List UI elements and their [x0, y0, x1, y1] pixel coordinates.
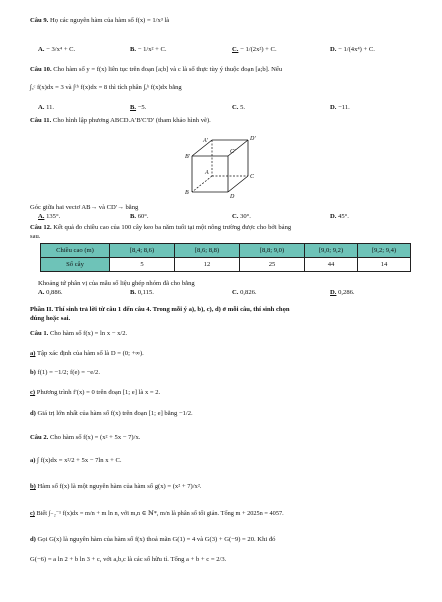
q10-option-b: [130, 104, 146, 112]
p2-c1-c-text: Phương trình f′(x) = 0 trên đoạn [1; e] là x = 2.: [36, 389, 161, 396]
p2-c2-label: Câu 2.: [30, 434, 49, 441]
q9-c-text: − 1/(2x²) + C.: [240, 46, 277, 53]
p2-c2-b: [30, 483, 201, 491]
q11-text: Cho hình lập phương ABCD.A′B′C′D′ (tham khảo hình vẽ).: [52, 117, 211, 124]
p2-c1-b: [30, 369, 100, 377]
q11-a-text: 135°.: [46, 213, 61, 220]
q10-label: Câu 10.: [30, 66, 52, 73]
q11-question: Góc giữa hai vectơ AB→ và CD′→ bằng: [30, 204, 139, 211]
q12-c-letter: C.: [232, 289, 239, 296]
p2-c2-c-text: Biết ∫₋₂⁻¹ f(x)dx = m/n + m ln n, với m,n ∈ ℕ*, m/n là phân số tối giản. Tổng m + 2025n = 4057.: [36, 510, 284, 517]
q12-stem: [30, 224, 291, 232]
cube-edge-cd: [228, 176, 248, 192]
q11-b-text: 60°.: [137, 213, 149, 220]
q10-line1: Cho hàm số y = f(x) liên tục trên đoạn [a;b] và c là số thực tùy ý thuộc đoạn [a;b]. Nếu: [53, 66, 283, 73]
label-ap: A′: [203, 138, 208, 144]
q12-b-text: 0,115.: [137, 289, 154, 296]
q12-line1: Kết quả đo chiều cao của 100 cây keo ba năm tuổi tại một nông trường được cho bởi bảng: [53, 224, 292, 231]
q9-d-text: − 1/(4x⁴) + C.: [338, 46, 375, 53]
q12-option-b: [130, 289, 154, 297]
q10-line2: ∫ₐᶜ f(x)dx = 3 và ∫ᶜᵇ f(x)dx = 8 thì tích phân ∫ₐᵇ f(x)dx bằng: [30, 84, 182, 91]
height-table: [40, 243, 411, 272]
q12-d-letter: D.: [330, 289, 337, 296]
q12-line2: sau.: [30, 233, 41, 240]
p2-c1-stem: [30, 330, 127, 338]
p2-c2-d-key: d): [30, 536, 36, 543]
q9-b-letter: B.: [130, 46, 137, 53]
q10-option-a: [38, 104, 54, 112]
q10-a-letter: A.: [38, 104, 45, 111]
q11-option-b: [130, 213, 149, 221]
q10-d-letter: D.: [330, 104, 337, 111]
q9-option-a: [38, 46, 75, 54]
table-cell: 25: [240, 258, 305, 272]
q11-option-c: [232, 213, 251, 221]
q9-label: Câu 9.: [30, 17, 49, 24]
table-cell: [8,4; 8,6): [110, 244, 175, 258]
p2-c1-c-key: c): [30, 389, 36, 396]
p2-c1-a-key: a): [30, 350, 36, 357]
p2-c2-d-line1: Gọi G(x) là nguyên hàm của hàm số f(x) thoả mãn G(1) = 4 và G(3) + G(−9) = 20. Khi đó: [37, 536, 276, 543]
table-cell: 14: [358, 258, 411, 272]
q12-option-c: [232, 289, 257, 297]
q11-stem: [30, 117, 211, 125]
q9-option-b: [130, 46, 167, 54]
q11-option-d: [330, 213, 349, 221]
p2-c1-text: Cho hàm số f(x) = ln x − x/2.: [49, 330, 128, 337]
p2-c1-a: [30, 350, 144, 358]
p2-c2-a-key: a): [30, 457, 36, 464]
label-d: D: [230, 194, 235, 200]
p2-c2-text: Cho hàm số f(x) = (x² + 5x − 7)/x.: [49, 434, 141, 441]
label-b: B: [185, 190, 189, 196]
q11-c-text: 30°.: [240, 213, 251, 220]
cube-hidden-ab: [192, 176, 212, 192]
p2-c1-d-text: Giá trị lớn nhất của hàm số f(x) trên đoạn [1; e] bằng −1/2.: [37, 410, 193, 417]
cube-edge-bpap: [192, 140, 212, 156]
q10-b-text: −5.: [137, 104, 147, 111]
q10-option-c: [232, 104, 245, 112]
label-cp: C′: [230, 149, 236, 155]
table-cell: [9,2; 9,4): [358, 244, 411, 258]
q9-stem: [30, 17, 169, 25]
q9-option-c: [232, 46, 277, 54]
q12-b-letter: B.: [130, 289, 137, 296]
part2-title-line2: đúng hoặc sai.: [30, 315, 71, 322]
q12-d-text: 0,286.: [338, 289, 355, 296]
p2-c1-d-key: d): [30, 410, 36, 417]
p2-c1-b-text: f(1) = −1/2; f(e) = −e/2.: [37, 369, 101, 376]
table-cell: [8,6; 8,8): [175, 244, 240, 258]
q11-a-letter: A.: [38, 213, 45, 220]
table-cell: 5: [110, 258, 175, 272]
q12-option-d: [330, 289, 355, 297]
p2-c2-d: [30, 536, 275, 544]
q10-d-text: −11.: [338, 104, 350, 111]
q12-label: Câu 12.: [30, 224, 52, 231]
q9-text: Họ các nguyên hàm của hàm số f(x) = 1/x³ là: [49, 17, 170, 24]
table-cell: Chiều cao (m): [41, 244, 110, 258]
q11-label: Câu 11.: [30, 117, 52, 124]
q10-a-text: 11.: [46, 104, 55, 111]
q10-option-d: [330, 104, 350, 112]
label-a: A: [205, 170, 209, 176]
q11-option-a: [38, 213, 60, 221]
p2-c2-b-text: Hàm số f(x) là một nguyên hàm của hàm số g(x) = (x² + 7)/x².: [37, 483, 202, 490]
q10-b-letter: B.: [130, 104, 137, 111]
q9-b-text: − 1/x² + C.: [137, 46, 167, 53]
p2-c1-label: Câu 1.: [30, 330, 49, 337]
q12-question: Khoảng tứ phân vị của mẫu số liệu ghép nhóm đã cho bằng: [38, 280, 195, 287]
p2-c2-a: [30, 457, 122, 465]
q10-stem: [30, 66, 282, 74]
p2-c1-b-key: b): [30, 369, 36, 376]
table-cell: [9,0; 9,2): [305, 244, 358, 258]
p2-c2-stem: [30, 434, 140, 442]
q12-a-text: 0,886.: [46, 289, 63, 296]
table-row: [41, 258, 411, 272]
table-row: [41, 244, 411, 258]
table-cell: Số cây: [41, 258, 110, 272]
q9-a-letter: A.: [38, 46, 45, 53]
p2-c2-d-line2: G(−6) = a ln 2 + b ln 3 + c, với a,b,c là các số hữu tỉ. Tổng a + b + c = 2/3.: [30, 556, 227, 563]
p2-c2-b-key: b): [30, 483, 36, 490]
p2-c2-a-text: ∫ f(x)dx = x²/2 + 5x − 7ln x + C.: [37, 457, 122, 464]
table-cell: [8,8; 9,0): [240, 244, 305, 258]
q9-d-letter: D.: [330, 46, 337, 53]
q12-option-a: [38, 289, 63, 297]
q10-c-text: 5.: [240, 104, 246, 111]
q9-a-text: − 3/x⁴ + C.: [46, 46, 76, 53]
q11-d-letter: D.: [330, 213, 337, 220]
p2-c2-c: [30, 510, 284, 518]
q9-c-letter: C.: [232, 46, 239, 53]
q12-c-text: 0,826.: [240, 289, 257, 296]
table-cell: 12: [175, 258, 240, 272]
p2-c1-c: [30, 389, 160, 397]
label-dp: D′: [250, 136, 256, 142]
p2-c1-a-text: Tập xác định của hàm số là D = (0; +∞).: [37, 350, 144, 357]
q11-b-letter: B.: [130, 213, 137, 220]
label-c: C: [250, 174, 255, 180]
q12-a-letter: A.: [38, 289, 45, 296]
label-bp: B′: [185, 154, 190, 160]
p2-c2-c-key: c): [30, 510, 35, 517]
cube-figure: [172, 134, 272, 200]
q11-d-text: 45°.: [338, 213, 349, 220]
p2-c1-d: [30, 410, 193, 418]
table-cell: 44: [305, 258, 358, 272]
q9-option-d: [330, 46, 375, 54]
part2-title-line1: Phần II. Thí sinh trả lời từ câu 1 đến câu 4. Trong mỗi ý a), b), c), d) ở mỗi câu, thí sinh chọn: [30, 306, 290, 313]
q11-c-letter: C.: [232, 213, 239, 220]
q10-c-letter: C.: [232, 104, 239, 111]
